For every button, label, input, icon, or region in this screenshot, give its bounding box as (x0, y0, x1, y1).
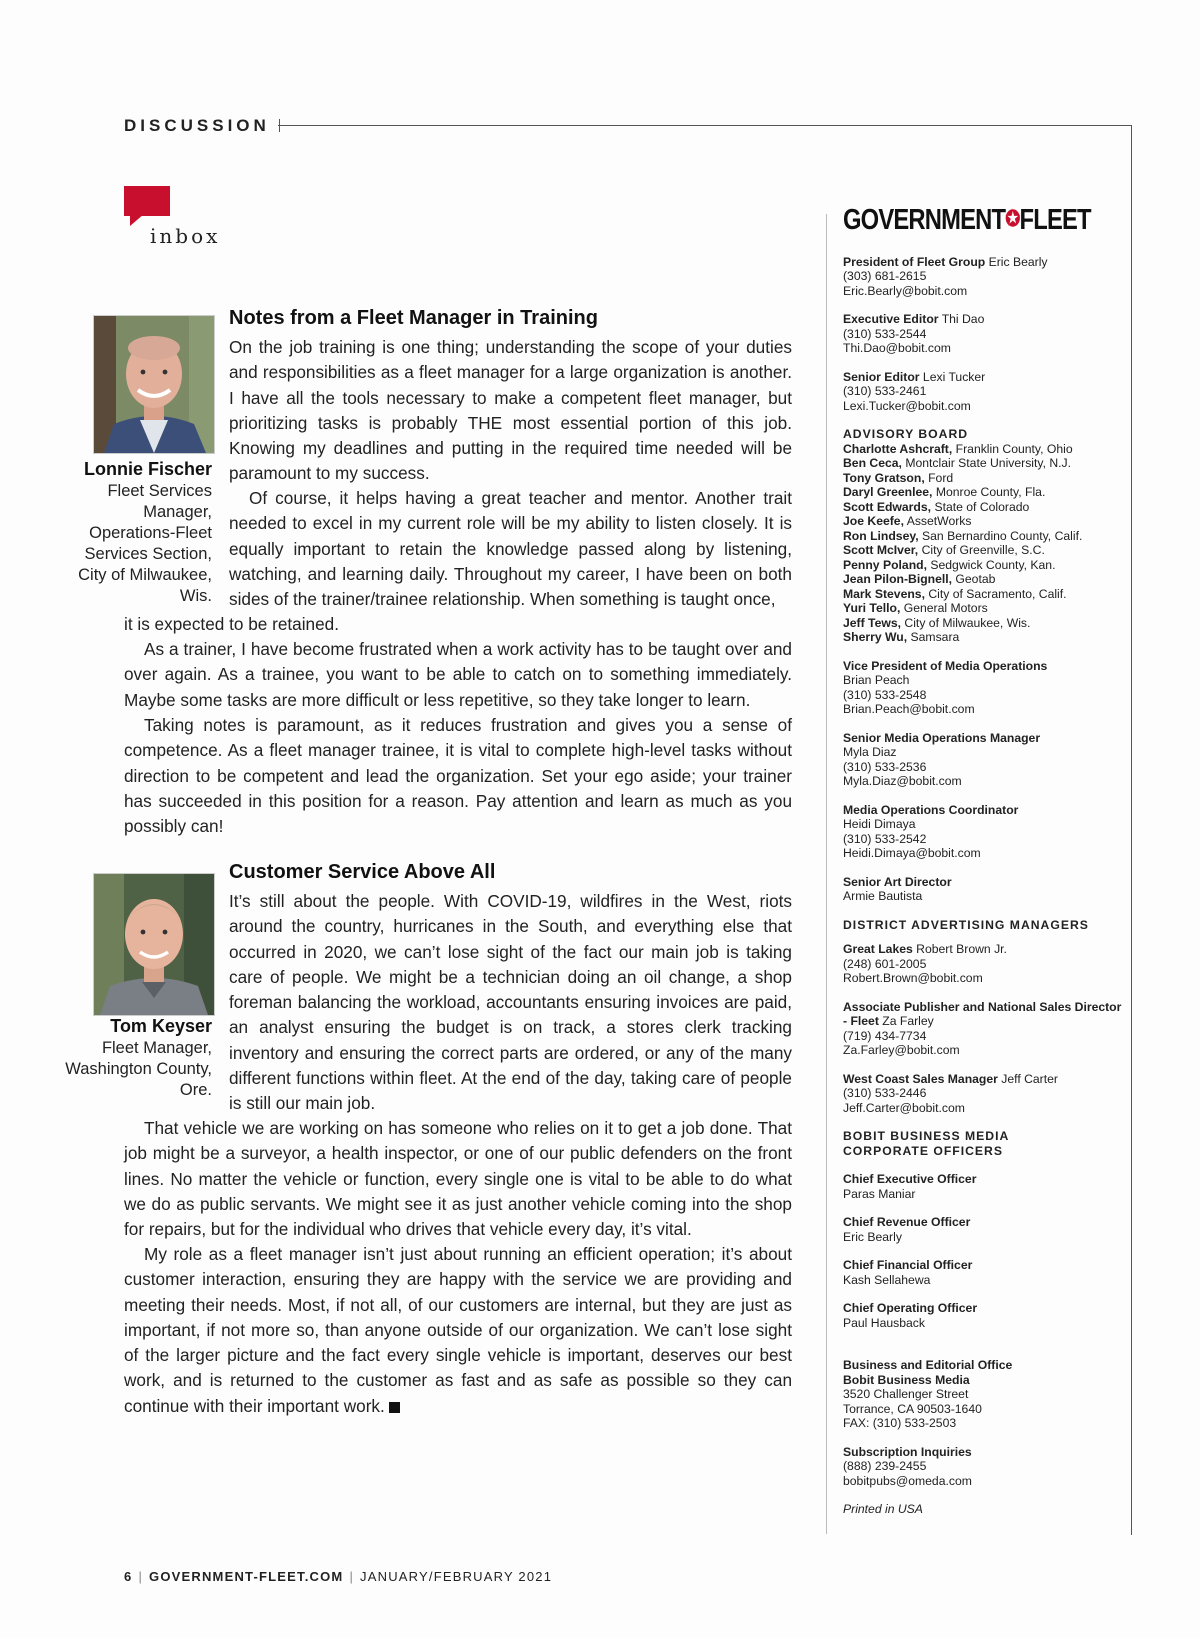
member-name: Ron Lindsey, (843, 528, 919, 543)
contact-name: Armie Bautista (843, 889, 923, 903)
contact-title: West Coast Sales Manager (843, 1071, 998, 1086)
board-member (843, 500, 1128, 515)
contact-title: Senior Media Operations Manager (843, 730, 1041, 745)
article-paragraph: It’s still about the people. With COVID-19, wildfires in the West, riots around the country, hurricanes in the South, and everything else that occurred in 2020, we can’t lose sight of the fact our main job is taking care of people. We might be a technician doing an oil change, a shop foreman balancing the workload, accountants ensuring invoices are paid, an analyst ensuring the budget is on track, a stores clerk tracking inventory and ensuring the correct parts are ordered, or any of the many different functions within fleet. At the end of the day, taking care of people is still our main job. (229, 891, 792, 1114)
officer-name: Eric Bearly (843, 1229, 902, 1244)
officer-name: Paul Hausback (843, 1315, 925, 1330)
officer-title: Chief Financial Officer (843, 1258, 973, 1272)
author-photo-lonnie-fischer (93, 315, 215, 454)
publication-logo (843, 204, 1091, 236)
contact-email: Brian.Peach@bobit.com (843, 702, 975, 716)
article-paragraph: Taking notes is paramount, as it reduces frustration and gives you a sense of competence. As a fleet manager trainee, it is vital to complete high-level tasks without direction to be competent and lead the organization. Set your ego aside; your trainer has succeeded in this position for a reason. Pay attention and learn as much as you possibly can! (124, 715, 792, 837)
header-rule (278, 125, 1132, 126)
member-org: Samsara (910, 630, 960, 644)
portrait-illustration (94, 874, 214, 1015)
star-icon: ✪ (1005, 206, 1020, 231)
member-name: Scott Edwards, (843, 499, 932, 514)
contact-title: Senior Art Director (843, 874, 952, 889)
officer (843, 1172, 1128, 1201)
office-title: Business and Editorial Office (843, 1358, 1013, 1372)
subscription-phone: (888) 239-2455 (843, 1459, 927, 1473)
masthead-contact (843, 659, 1128, 717)
article-title: Customer Service Above All (229, 861, 496, 883)
contact-name: Myla Diaz (843, 745, 897, 759)
office-company: Bobit Business Media (843, 1372, 970, 1387)
board-member (843, 529, 1128, 544)
board-member (843, 587, 1128, 602)
section-heading: CORPORATE OFFICERS (843, 1143, 1003, 1158)
member-name: Daryl Greenlee, (843, 485, 933, 499)
author-photo-tom-keyser (93, 873, 215, 1016)
contact-email: Eric.Bearly@bobit.com (843, 283, 968, 298)
member-org: General Motors (903, 601, 988, 615)
board-member (843, 616, 1128, 631)
section-heading: DISTRICT ADVERTISING MANAGERS (843, 917, 1089, 932)
contact-email: Lexi.Tucker@bobit.com (843, 398, 971, 413)
member-org: Geotab (955, 572, 996, 586)
author-role: Fleet Manager, Washington County, Ore. (65, 1039, 212, 1099)
contact-name: Za Farley (882, 1014, 934, 1028)
contact-name: Eric Bearly (988, 254, 1048, 269)
speech-bubble-icon (124, 186, 170, 216)
contact-name: Brian Peach (843, 673, 910, 687)
logo-text-left: GOVERNMENT (843, 204, 1006, 236)
member-name: Jeff Tews, (843, 615, 902, 630)
subscription-email: bobitpubs@omeda.com (843, 1473, 972, 1488)
masthead-contact (843, 370, 1128, 414)
officer-title: Chief Revenue Officer (843, 1215, 971, 1229)
board-member (843, 485, 1128, 500)
article-paragraph: Of course, it helps having a great teacher and mentor. Another trait needed to excel in my current role will be my ability to listen closely. It is equally important to retain the knowledge passed along by listening, watching, and learning daily. Throughout my career, I have been on both sides of the trainer/trainee relationship. When something is taught once, (229, 488, 792, 610)
officer (843, 1301, 1128, 1330)
masthead-contact (843, 1000, 1128, 1058)
footer-separator: | (349, 1569, 355, 1584)
member-org: AssetWorks (906, 514, 972, 528)
officer-name: Kash Sellahewa (843, 1272, 931, 1287)
contact-email: Robert.Brown@bobit.com (843, 971, 983, 985)
member-org: Montclair State University, N.J. (905, 456, 1072, 470)
contact-name: Heidi Dimaya (843, 817, 916, 831)
article-paragraph: it is expected to be retained. (124, 614, 339, 634)
article-paragraph: As a trainer, I have become frustrated when a work activity has to be taught over and over again. As a trainee, you want to be able to catch on to something immediately. Maybe some tasks are more difficult or less repetitive, so they take longer to learn. (124, 639, 792, 710)
board-member (843, 471, 1128, 486)
masthead-contact (843, 803, 1128, 861)
board-member (843, 514, 1128, 529)
officer (843, 1258, 1128, 1287)
contact-title: Vice President of Media Operations (843, 658, 1048, 673)
member-name: Tony Gratson, (843, 470, 925, 485)
author-role: Fleet Services Manager, Operations-Fleet Services Section, City of Milwaukee, Wis. (78, 482, 212, 605)
officer-name: Paras Maniar (843, 1186, 916, 1201)
board-member (843, 572, 1128, 587)
masthead-contact (843, 942, 1128, 986)
member-org: San Bernardino County, Calif. (922, 528, 1083, 543)
article-paragraph: That vehicle we are working on has someone who relies on it to get a job done. That job might be a surveyor, a health inspector, or one of our public defenders on the front lines. No matter the vehicle or function, every single one is vital to be able to do what we do as public servants. We might see it as just another vehicle coming into the shop for repairs, but for the individual who drives that vehicle every day, it’s vital. (124, 1118, 792, 1240)
member-name: Sherry Wu, (843, 630, 908, 644)
article-paragraph-text: My role as a fleet manager isn’t just about running an efficient operation; it’s about customer interaction, ensuring they are happy with the service we are providing and meeting their needs. Most, if not all, of our customers are internal, but they are just as important, if not more so, than anyone outside of our organization. We can’t lose sight of the larger picture and the fact every single vehicle is important, deserves our best work, and is returned to the customer as fast and as safe as possible so they can continue with their important work. (124, 1244, 792, 1416)
contact-name: Lexi Tucker (922, 369, 986, 384)
article-paragraph (124, 1242, 792, 1419)
contact-phone: (248) 601-2005 (843, 956, 927, 971)
contact-email: Thi.Dao@bobit.com (843, 341, 951, 355)
advisory-board (843, 427, 1128, 645)
contact-phone: (303) 681-2615 (843, 269, 927, 283)
officer-title: Chief Operating Officer (843, 1301, 978, 1315)
contact-title: Associate Publisher and National Sales Director - Fleet (843, 999, 1122, 1028)
officer-title: Chief Executive Officer (843, 1172, 977, 1186)
section-heading: BOBIT BUSINESS MEDIA (843, 1129, 1010, 1143)
column-title: inbox (150, 224, 221, 248)
contact-phone: (310) 533-2536 (843, 759, 927, 774)
contact-name: Jeff Carter (1001, 1071, 1058, 1086)
contact-name: Thi Dao (941, 312, 985, 326)
subscription-title: Subscription Inquiries (843, 1444, 972, 1459)
member-name: Ben Ceca, (843, 456, 902, 470)
section-label: DISCUSSION (124, 116, 270, 135)
masthead-contact (843, 875, 1128, 904)
author-name: Lonnie Fischer (83, 459, 212, 479)
board-member (843, 558, 1128, 573)
member-org: Franklin County, Ohio (955, 441, 1073, 456)
member-org: City of Sacramento, Calif. (928, 586, 1067, 601)
member-org: Ford (928, 470, 954, 485)
member-org: City of Greenville, S.C. (921, 543, 1045, 557)
article-title: Notes from a Fleet Manager in Training (229, 307, 598, 329)
board-member (843, 442, 1128, 457)
member-name: Penny Poland, (843, 557, 927, 572)
office-street: 3520 Challenger Street (843, 1387, 969, 1401)
member-org: Sedgwick County, Kan. (930, 557, 1056, 572)
member-org: State of Colorado (934, 499, 1030, 514)
end-of-article-icon (389, 1402, 400, 1413)
member-org: Monroe County, Fla. (935, 485, 1046, 499)
contact-phone: (310) 533-2446 (843, 1086, 927, 1100)
site-name: GOVERNMENT-FLEET.COM (149, 1569, 344, 1584)
officer (843, 1215, 1128, 1244)
contact-title: Senior Editor (843, 369, 920, 384)
contact-title: Media Operations Coordinator (843, 802, 1019, 817)
member-name: Scott McIver, (843, 543, 919, 557)
speech-bubble-tail-icon (130, 214, 144, 226)
page-number: 6 (124, 1569, 133, 1584)
contact-title: Executive Editor (843, 312, 939, 326)
member-org: City of Milwaukee, Wis. (904, 615, 1031, 630)
masthead-contact (843, 255, 1128, 299)
page-frame-rule (1131, 125, 1132, 1535)
contact-title: President of Fleet Group (843, 254, 986, 269)
page-footer (124, 1569, 552, 1584)
member-name: Charlotte Ashcraft, (843, 441, 953, 456)
printed-in: Printed in USA (843, 1502, 923, 1516)
contact-email: Myla.Diaz@bobit.com (843, 774, 962, 788)
advisory-board-heading: ADVISORY BOARD (843, 427, 969, 441)
masthead-contact (843, 1072, 1128, 1116)
contact-email: Heidi.Dimaya@bobit.com (843, 846, 981, 860)
issue-date: JANUARY/FEBRUARY 2021 (360, 1569, 553, 1584)
contact-email: Za.Farley@bobit.com (843, 1043, 960, 1057)
contact-phone: (310) 533-2542 (843, 831, 927, 846)
advertising-heading (843, 918, 1128, 933)
member-name: Mark Stevens, (843, 586, 925, 601)
contact-phone: (719) 434-7734 (843, 1028, 927, 1043)
footer-separator: | (138, 1569, 144, 1584)
board-member (843, 630, 1128, 645)
contact-email: Jeff.Carter@bobit.com (843, 1100, 965, 1115)
contact-name: Robert Brown Jr. (916, 942, 1007, 956)
masthead (843, 204, 1128, 1517)
corporate-heading (843, 1129, 1128, 1158)
office-city: Torrance, CA 90503-1640 (843, 1401, 982, 1416)
logo-text-right: FLEET (1019, 204, 1091, 236)
contact-phone: (310) 533-2461 (843, 384, 927, 398)
masthead-contact (843, 312, 1128, 356)
contact-phone: (310) 533-2548 (843, 687, 927, 702)
masthead-contact (843, 731, 1128, 789)
business-office (843, 1358, 1128, 1431)
subscription-inquiries (843, 1445, 1128, 1489)
member-name: Jean Pilon-Bignell, (843, 572, 953, 586)
board-member (843, 456, 1128, 471)
office-fax: FAX: (310) 533-2503 (843, 1416, 957, 1430)
member-name: Joe Keefe, (843, 514, 904, 528)
article-paragraph: On the job training is one thing; understanding the scope of your duties and responsibilities as a fleet manager for a large organization is another. I have all the tools necessary to make a competent fleet manager, but prioritizing tasks is probably THE most essential portion of this job. Knowing my deadlines and putting in the required time needed will be paramount to my success. (229, 337, 792, 484)
masthead-divider (826, 214, 827, 1534)
author-name: Tom Keyser (110, 1016, 212, 1036)
member-name: Yuri Tello, (843, 601, 901, 615)
board-member (843, 543, 1128, 558)
contact-phone: (310) 533-2544 (843, 326, 927, 341)
contact-title: Great Lakes (843, 942, 913, 956)
board-member (843, 601, 1128, 616)
portrait-illustration (94, 316, 214, 453)
